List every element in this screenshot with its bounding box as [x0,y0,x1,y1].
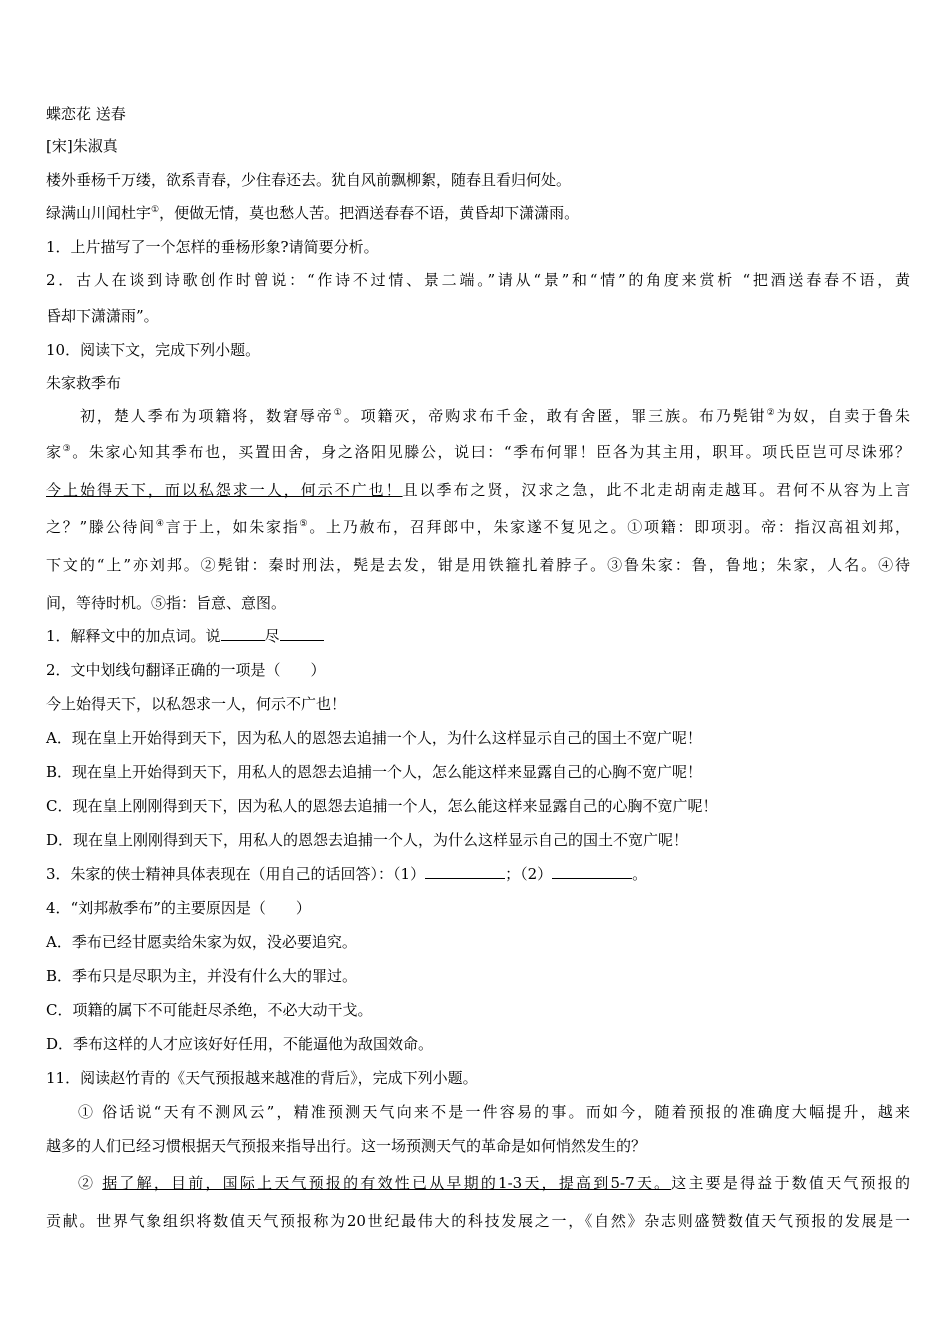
answer-blank-3[interactable] [425,864,505,879]
poem-title: 蝶恋花 送春 [46,105,126,123]
q11-para-2-line-2: 贡献。世界气象组织将数值天气预报称为20世纪最伟大的科技发展之一，《自然》杂志则盛赞数值天气预报的发展是一 [46,1212,910,1230]
poem-question-2-line-1: 2．古人在谈到诗歌创作时曾说：“作诗不过情、景二端。”请从“景”和“情”的角度来赏析 “把酒送春春不语，黄 [46,271,910,289]
q10-sub-4-option-c: C．项籍的属下不可能赶尽杀绝，不必大动干戈。 [46,1001,373,1019]
poem-author: [宋]朱淑真 [46,137,118,155]
poem-question-1: 1．上片描写了一个怎样的垂杨形象?请简要分析。 [46,238,379,256]
q11-para-1-line-2: 越多的人们已经习惯根据天气预报来指导出行。这一场预测天气的革命是如何悄然发生的？ [46,1137,647,1155]
q10-passage-line-5: 下文的“上”亦刘邦。②髡钳：秦时刑法，髡是去发，钳是用铁箍扎着脖子。③鲁朱家：鲁，鲁地；朱家，人名。④待 [46,556,910,574]
q11-intro: 11．阅读赵竹青的《天气预报越来越准的背后》，完成下列小题。 [46,1069,478,1087]
footnote-mark: ① [151,205,160,215]
q10-sub-1: 1．解释文中的加点词。说 尽 [46,626,910,646]
q10-sub-2-option-a: A．现在皇上开始得到天下，因为私人的恩怨去追捕一个人，为什么这样显示自己的国土不宽广呢！ [46,729,702,747]
q10-passage-line-2: 家③。朱家心知其季布也，买置田舍，身之洛阳见滕公，说曰：“季布何罪！臣各为其主用，职耳。项氏臣岂可尽诛邪？ [46,443,910,461]
answer-blank-1[interactable] [221,626,265,641]
poem-line-2: 绿满山川闻杜宇①，便做无情，莫也愁人苦。把酒送春春不语，黄昏却下潇潇雨。 [46,204,580,222]
poem-question-2-line-2: 昏却下潇潇雨”。 [46,307,159,325]
q10-sub-2-option-d: D．现在皇上刚刚得到天下，用私人的恩怨去追捕一个人，为什么这样显示自己的国土不宽广呢！ [46,831,689,849]
q10-passage-line-1: 初，楚人季布为项籍将，数窘辱帝①。项籍灭，帝购求布千金，敢有舍匿，罪三族。布乃髡钳②为奴，自卖于鲁朱 [80,407,910,425]
q10-sub-2-sentence: 今上始得天下，以私怨求一人，何示不广也！ [46,695,347,713]
q10-sub-4-option-b: B．季布只是尽职为主，并没有什么大的罪过。 [46,967,358,985]
answer-blank-4[interactable] [552,864,632,879]
q10-sub-2: 2．文中划线句翻译正确的一项是（ ） [46,661,326,679]
q10-passage-line-3: 今上始得天下，而以私怨求一人，何示不广也！且以季布之贤，汉求之急，此不北走胡南走越耳。君何不从容为上言 [46,481,910,499]
underlined-sentence: 今上始得天下，而以私怨求一人，何示不广也！ [46,481,403,499]
answer-blank-2[interactable] [280,626,324,641]
poem-line-1: 楼外垂杨千万缕，欲系青春，少住春还去。犹自风前飘柳絮，随春且看归何处。 [46,171,572,189]
q10-passage-line-4: 之？”滕公待间④言于上，如朱家指⑤。上乃赦布，召拜郎中，朱家遂不复见之。①项籍：即项羽。帝：指汉高祖刘邦， [46,518,910,536]
q10-sub-4: 4．“刘邦赦季布”的主要原因是（ ） [46,899,311,917]
underlined-sentence-2: 据了解，目前，国际上天气预报的有效性已从早期的1-3天，提高到5-7天。 [102,1174,672,1192]
q10-passage-line-6: 间，等待时机。⑤指：旨意、意图。 [46,594,287,612]
q10-sub-4-option-d: D．季布这样的人才应该好好任用，不能逼他为敌国效命。 [46,1035,434,1053]
q11-para-1-line-1: ① 俗话说“天有不测风云”，精准预测天气向来不是一件容易的事。而如今，随着预报的准确度大幅提升，越来 [78,1103,910,1121]
q10-sub-4-option-a: A．季布已经甘愿卖给朱家为奴，没必要追究。 [46,933,357,951]
q11-para-2-line-1: ② 据了解，目前，国际上天气预报的有效性已从早期的1-3天，提高到5-7天。这主要是得益于数值天气预报的 [78,1174,910,1192]
q10-sub-2-option-b: B．现在皇上开始得到天下，用私人的恩怨去追捕一个人，怎么能这样来显露自己的心胸不宽广呢！ [46,763,703,781]
q10-intro: 10．阅读下文，完成下列小题。 [46,341,261,359]
q10-passage-title: 朱家救季布 [46,374,122,392]
q10-sub-2-option-c: C．现在皇上刚刚得到天下，因为私人的恩怨去追捕一个人，怎么能这样来显露自己的心胸不宽广呢！ [46,797,718,815]
q10-sub-3: 3．朱家的侠士精神具体表现在（用自己的话回答）：（1） ；（2） 。 [46,865,648,883]
